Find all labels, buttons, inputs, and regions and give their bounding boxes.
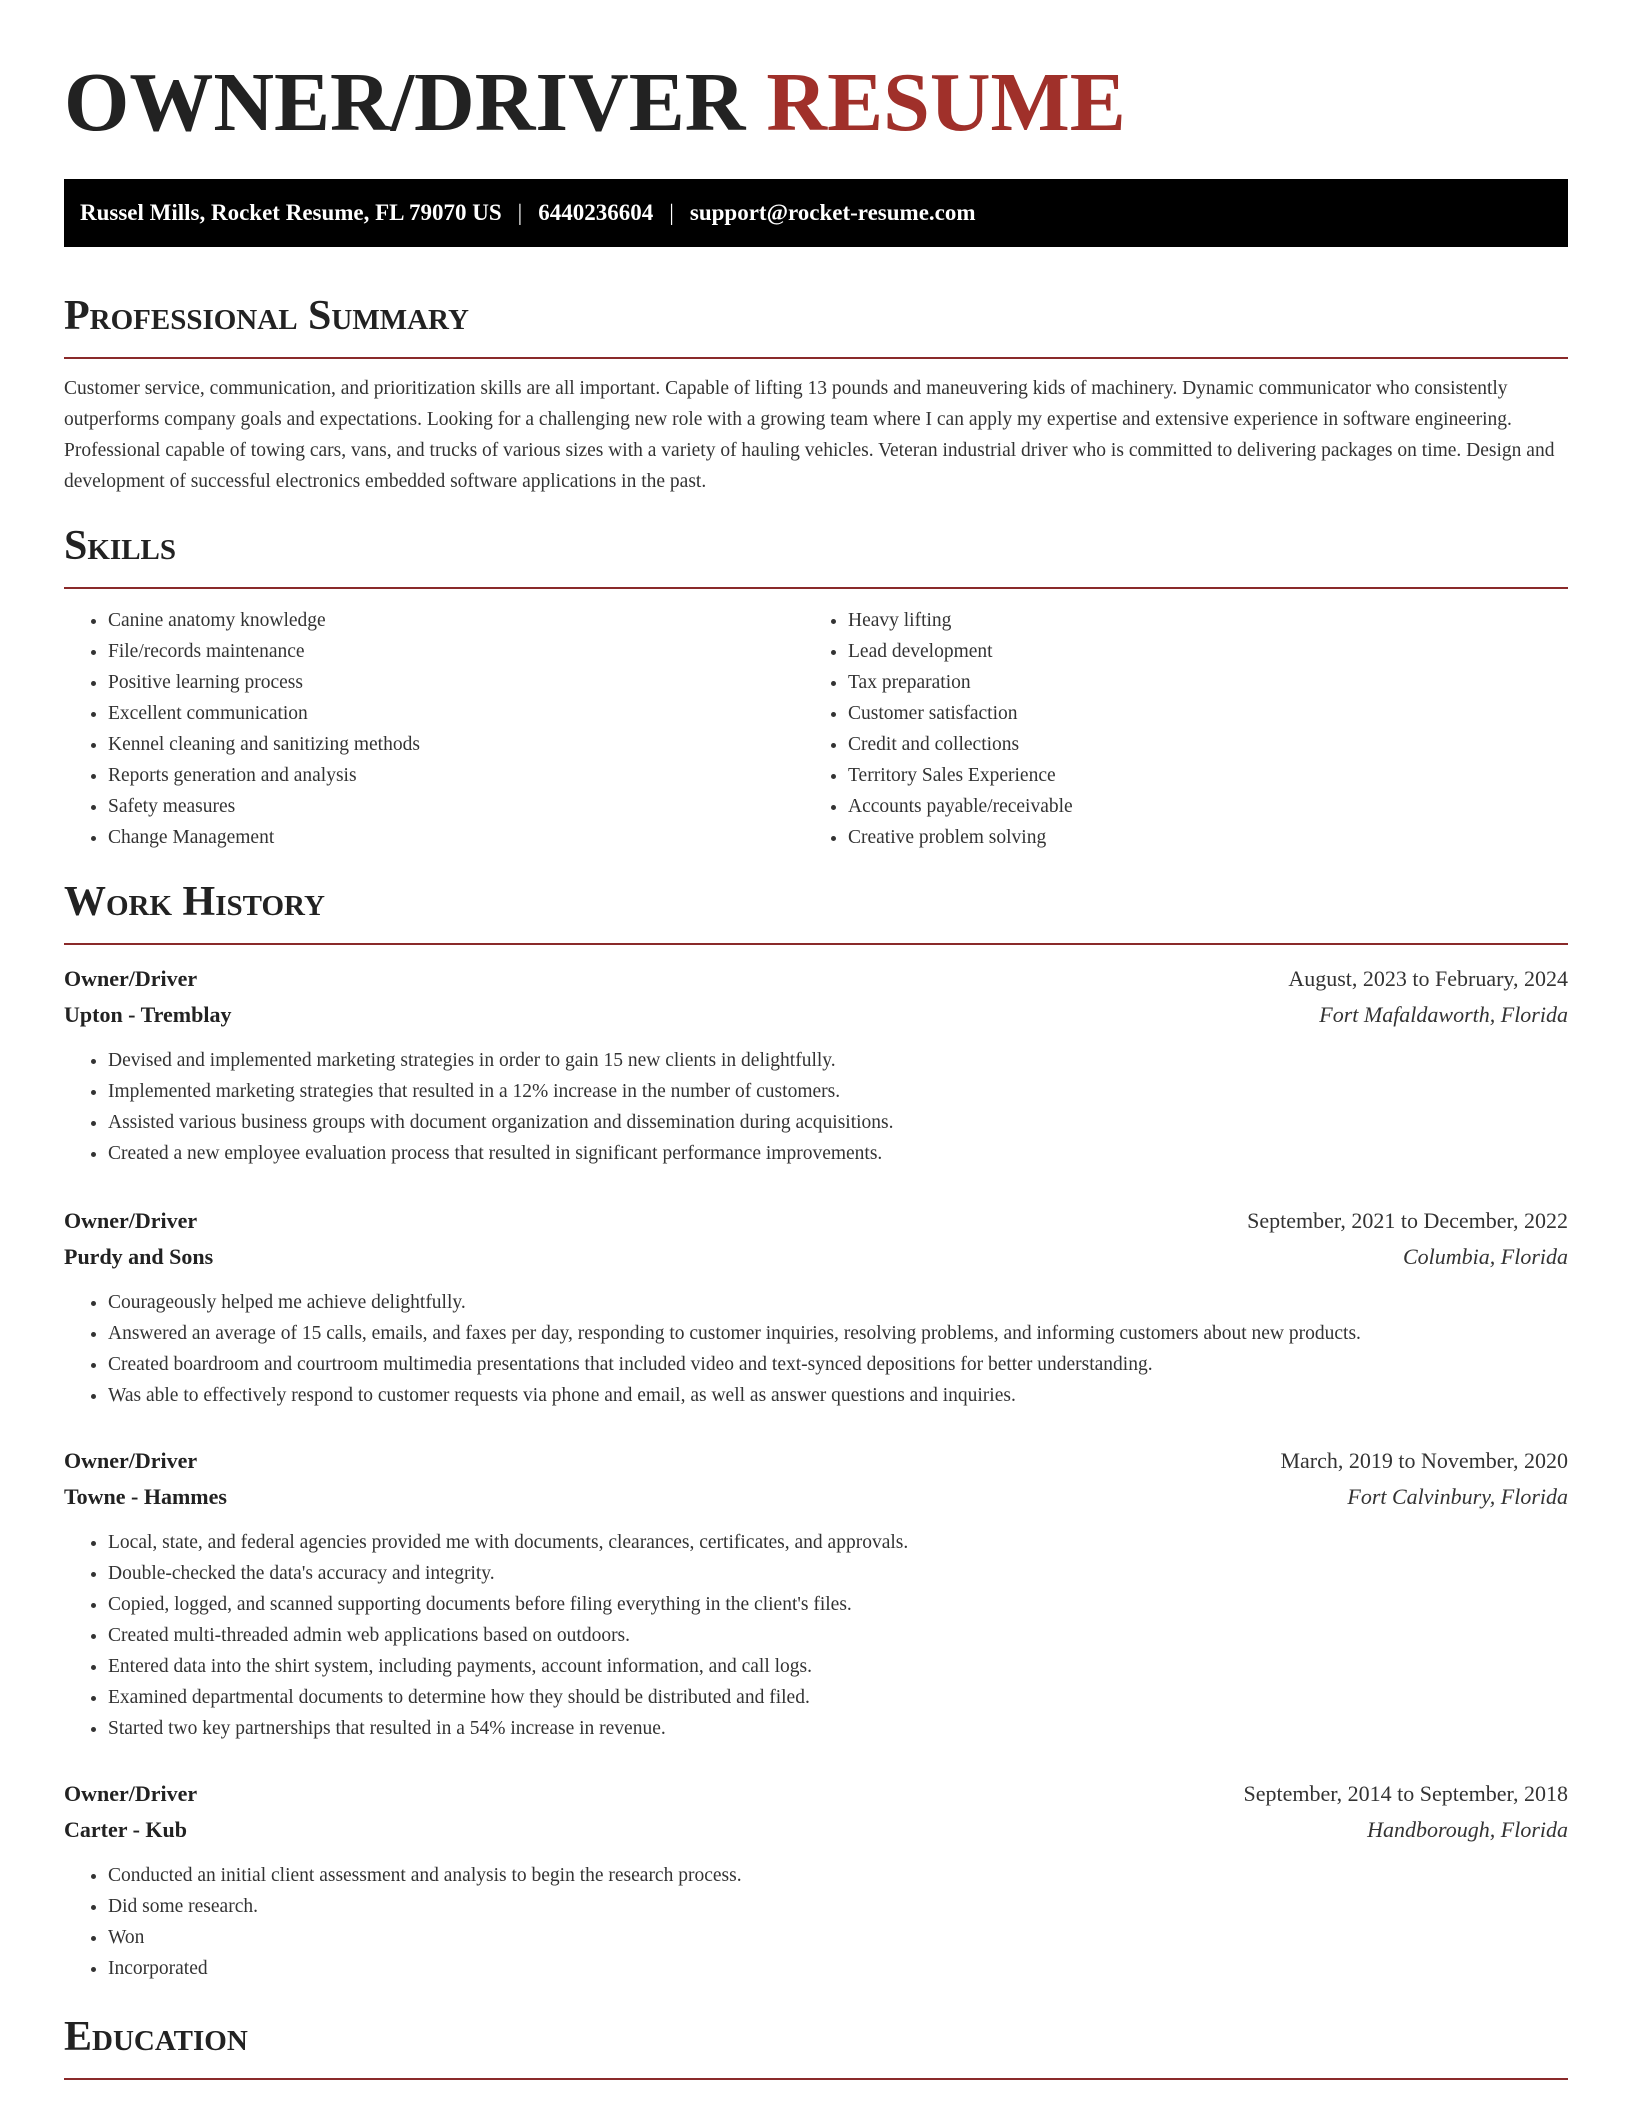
contact-bar [64,179,1568,247]
job-bullet: • Won [108,1922,1568,1953]
section-divider [64,357,1568,359]
job-bullet: • Entered data into the shirt system, including payments, account information, and call logs. [108,1651,1568,1682]
contact-separator: | [517,200,523,225]
job-company-row [64,997,1568,1033]
job-company: Carter - Kub [64,1817,188,1842]
job-location: Fort Calvinbury, Florida [1347,1484,1568,1509]
skill-item: • Safety measures [108,791,804,822]
job-bullet: • Answered an average of 15 calls, emails, and faxes per day, responding to customer inquiries, resolving problems, and informing customers about new products. [108,1318,1568,1349]
job-bullet: • Did some research. [108,1891,1568,1922]
title-main: OWNER/DRIVER [64,56,746,149]
job-header-row [64,1443,1568,1479]
job-bullets [64,1527,1568,1744]
job-dates: August, 2023 to February, 2024 [1288,966,1568,991]
job-company: Towne - Hammes [64,1484,227,1509]
job-bullet: • Courageously helped me achieve delightfully. [108,1287,1568,1318]
skills-list-left [64,605,804,853]
skill-item: • Accounts payable/receivable [848,791,1544,822]
skill-item: • Change Management [108,822,804,853]
section-heading-skills: Skills [64,523,177,569]
contact-email: support@rocket-resume.com [689,200,976,225]
job-location: Columbia, Florida [1402,1244,1568,1269]
job-title: Owner/Driver [64,1781,198,1806]
job-bullet: • Conducted an initial client assessment and analysis to begin the research process. [108,1860,1568,1891]
job-title: Owner/Driver [64,1448,198,1473]
section-heading-work-history: Work History [64,879,325,925]
job-bullets [64,1287,1568,1411]
summary-section [64,291,1568,497]
section-heading-summary: Professional Summary [64,293,469,339]
job-bullet: • Double-checked the data's accuracy and integrity. [108,1558,1568,1589]
skill-item: • Excellent communication [108,698,804,729]
job-company-row [64,1812,1568,1848]
skills-list-right [804,605,1544,853]
job-bullet: • Devised and implemented marketing strategies in order to gain 15 new clients in delightfully. [108,1045,1568,1076]
skill-item: • Kennel cleaning and sanitizing methods [108,729,804,760]
section-divider [64,587,1568,589]
job-bullet: • Created a new employee evaluation process that resulted in significant performance improvements. [108,1138,1568,1169]
job-bullets [64,1045,1568,1169]
section-heading-education: Education [64,2014,248,2060]
job-location: Fort Mafaldaworth, Florida [1319,1002,1568,1027]
job-entry [64,1203,1568,1411]
job-bullet: • Incorporated [108,1953,1568,1984]
skill-item: • Canine anatomy knowledge [108,605,804,636]
education-section [64,2012,1568,2080]
section-divider [64,2078,1568,2080]
job-bullet: • Assisted various business groups with document organization and dissemination during acquisitions. [108,1107,1568,1138]
summary-text: Customer service, communication, and prioritization skills are all important. Capable of lifting 13 pounds and maneuvering kids of machinery. Dynamic communicator who consistently outperforms company goals and expectations. Looking for a challenging new role with a growing team where I can apply my expertise and extensive experience in software engineering. Professional capable of towing cars, vans, and trucks of various sizes with a variety of hauling vehicles. Veteran industrial driver who is committed to delivering packages on time. Design and development of successful electronics embedded software applications in the past. [64,378,1555,492]
skills-columns [64,605,1568,853]
contact-separator: | [669,200,674,225]
skill-item: • Credit and collections [848,729,1544,760]
job-title: Owner/Driver [64,966,198,991]
skills-section [64,521,1568,853]
contact-address: Russel Mills, Rocket Resume, FL 79070 US [80,200,502,225]
job-bullet: • Created boardroom and courtroom multimedia presentations that included video and text-synced depositions for better understanding. [108,1349,1568,1380]
skill-item: • Territory Sales Experience [848,760,1544,791]
skill-item: • Customer satisfaction [848,698,1544,729]
job-company-row [64,1239,1568,1275]
skill-item: • File/records maintenance [108,636,804,667]
job-company-row [64,1479,1568,1515]
job-bullet: • Copied, logged, and scanned supporting documents before filing everything in the client's files. [108,1589,1568,1620]
job-dates: September, 2014 to September, 2018 [1243,1781,1568,1806]
job-header-row [64,1776,1568,1812]
skill-item: • Reports generation and analysis [108,760,804,791]
job-header-row [64,1203,1568,1239]
resume-title [64,0,1568,151]
job-bullet: • Created multi-threaded admin web applications based on outdoors. [108,1620,1568,1651]
skill-item: • Positive learning process [108,667,804,698]
job-dates: March, 2019 to November, 2020 [1280,1448,1568,1473]
job-bullet: • Was able to effectively respond to customer requests via phone and email, as well as answer questions and inquiries. [108,1380,1568,1411]
skill-item: • Tax preparation [848,667,1544,698]
section-divider [64,943,1568,945]
job-bullet: • Implemented marketing strategies that resulted in a 12% increase in the number of customers. [108,1076,1568,1107]
job-entry [64,961,1568,1169]
title-accent: RESUME [766,56,1126,149]
job-bullet: • Local, state, and federal agencies provided me with documents, clearances, certificates, and approvals. [108,1527,1568,1558]
job-entry [64,1776,1568,1984]
job-company: Upton - Tremblay [64,1002,232,1027]
job-bullets [64,1860,1568,1984]
contact-phone: 6440236604 [538,200,654,225]
job-location: Handborough, Florida [1367,1817,1568,1842]
work-history-section [64,877,1568,1984]
job-bullet: • Started two key partnerships that resulted in a 54% increase in revenue. [108,1713,1568,1744]
job-company: Purdy and Sons [64,1244,214,1269]
resume-page [64,0,1568,2080]
job-header-row [64,961,1568,997]
skill-item: • Heavy lifting [848,605,1544,636]
skill-item: • Creative problem solving [848,822,1544,853]
job-dates: September, 2021 to December, 2022 [1247,1208,1568,1233]
job-entry [64,1443,1568,1744]
job-title: Owner/Driver [64,1208,198,1233]
job-bullet: • Examined departmental documents to determine how they should be distributed and filed. [108,1682,1568,1713]
skill-item: • Lead development [848,636,1544,667]
